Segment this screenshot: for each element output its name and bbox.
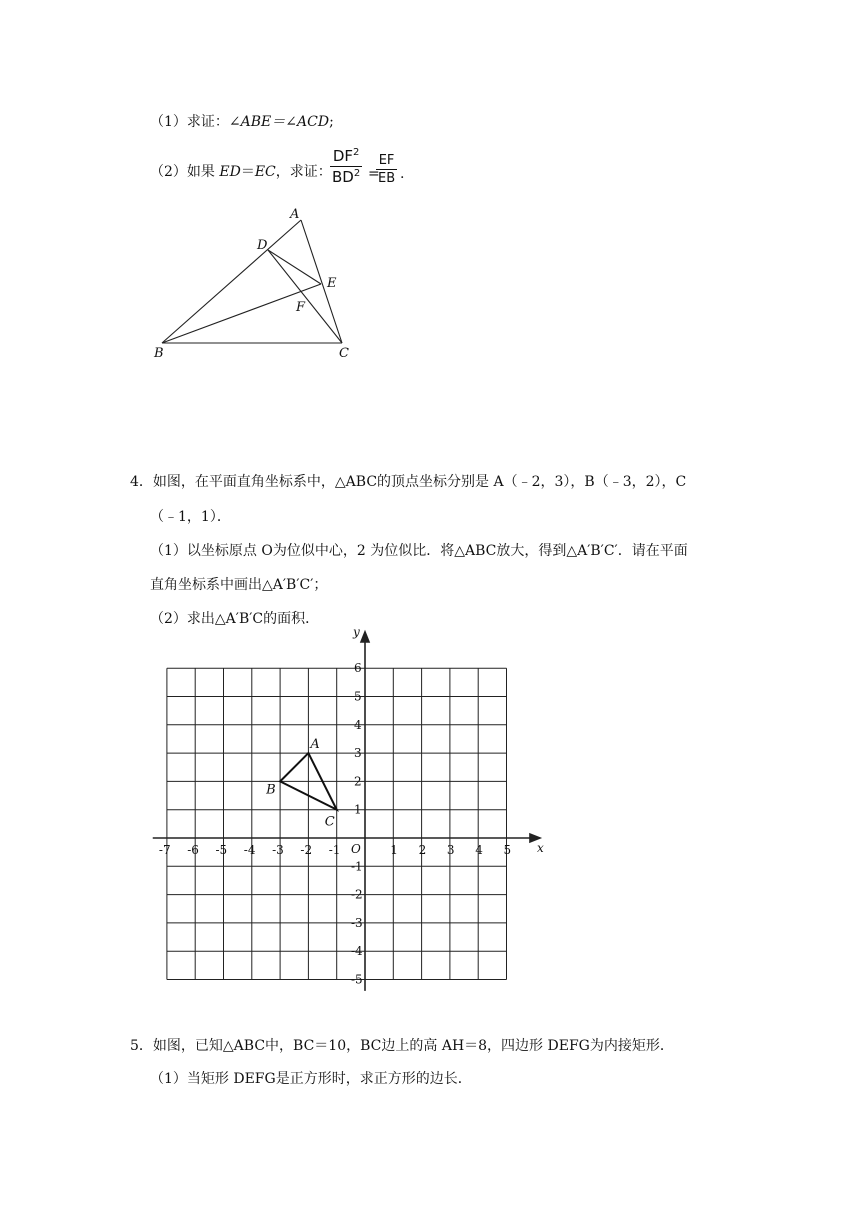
vertex-label-a: A [310, 737, 320, 753]
p4-line1: 4．如图，在平面直角坐标系中，△ABC的顶点坐标分别是 A（﹣2，3），B（﹣3，2），C [130, 474, 687, 490]
p5-line2: （1）当矩形 DEFG是正方形时，求正方形的边长． [150, 1071, 472, 1087]
p3-part2-mid: ，求证： [275, 164, 332, 180]
x-tick-label: 1 [390, 843, 398, 857]
fraction2-numerator: EF [378, 153, 395, 168]
fraction1-denominator: $BD^2$ [332, 168, 361, 186]
label-b: B [154, 346, 164, 361]
label-a: A [290, 207, 300, 222]
fraction1-numerator: $DF^2$ [332, 147, 360, 165]
y-tick-label: -1 [351, 859, 363, 874]
y-tick-label: -3 [351, 915, 363, 930]
p3-part2-math1: ED [219, 164, 241, 180]
x-tick-label: 2 [418, 843, 427, 857]
x-tick-label: -4 [243, 843, 256, 857]
x-tick-label: -3 [272, 843, 284, 857]
y-tick-label: 1 [354, 802, 362, 817]
y-axis-label: y [353, 624, 360, 639]
vertex-label-b: B [266, 782, 276, 798]
x-tick-label: -2 [300, 843, 313, 857]
p3-part2-prefix: （2）如果 [150, 164, 215, 180]
p4-line3: （1）以坐标原点 O为位似中心，2 为位似比．将△ABC放大，得到△A′B′C′．请在平面 [150, 543, 688, 559]
x-tick-label: 5 [503, 843, 512, 857]
p4-line4: 直角坐标系中画出△A′B′C′； [150, 577, 328, 593]
origin-label: O [351, 842, 361, 856]
y-tick-label: -2 [351, 887, 363, 902]
vertex-label-c: C [324, 814, 335, 830]
x-tick-label: 4 [475, 843, 483, 857]
x-tick-label: 3 [446, 843, 455, 857]
y-axis-arrow [361, 632, 369, 642]
x-axis-label: x [536, 841, 544, 855]
x-tick-label: -6 [187, 843, 199, 857]
fraction2-denominator: EB [378, 171, 396, 186]
p4-line5: （2）求出△A′B′C的面积． [150, 611, 320, 627]
end-period: . [400, 166, 405, 182]
label-f: F [296, 300, 306, 315]
p3-part2-math2: EC [254, 164, 276, 180]
p3-part1-math: ∠ABE＝∠ACD [228, 114, 330, 130]
label-e: E [327, 276, 337, 291]
equals-sign: = [368, 166, 380, 182]
x-tick-label: -7 [158, 843, 171, 857]
x-tick-label: -5 [215, 843, 228, 857]
p3-part2-eq: ＝ [240, 164, 255, 180]
y-tick-label: 2 [354, 774, 362, 789]
y-tick-label: -4 [351, 944, 363, 959]
y-tick-label: -5 [351, 972, 363, 987]
p5-line1: 5．如图，已知△ABC中，BC＝10，BC边上的高 AH＝8，四边形 DEFG为内接矩形． [130, 1038, 674, 1054]
y-tick-label: 3 [354, 746, 362, 761]
p3-part1-suffix: ; [329, 114, 334, 130]
p4-line2: （﹣1，1）． [150, 509, 231, 525]
y-tick-label: 6 [354, 661, 362, 676]
label-c: C [339, 346, 349, 361]
label-d: D [257, 238, 268, 253]
y-tick-label: 4 [354, 717, 362, 732]
x-tick-label: -1 [328, 843, 341, 857]
p3-part1-prefix: （1）求证： [150, 114, 229, 130]
y-tick-label: 5 [354, 689, 362, 704]
